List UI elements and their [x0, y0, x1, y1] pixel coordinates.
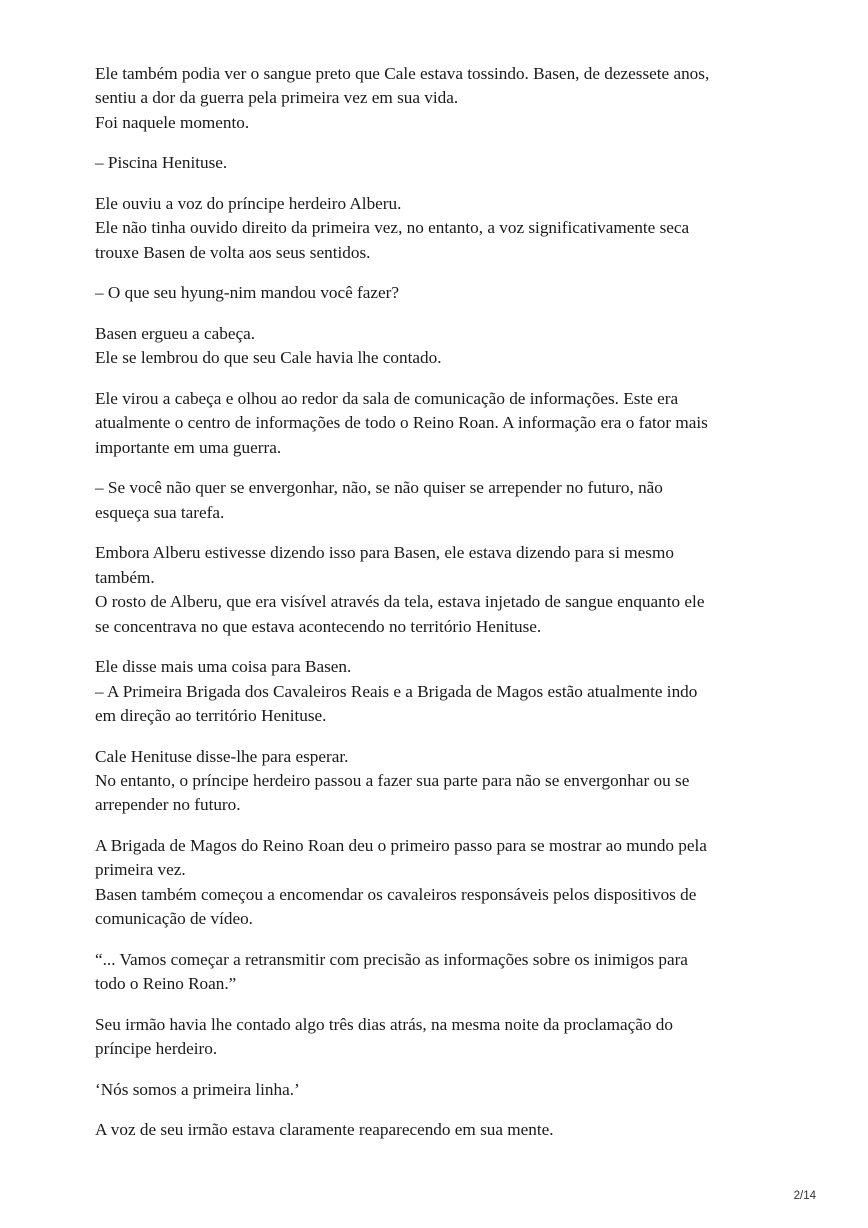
- text-line: em direção ao território Henituse.: [95, 706, 327, 726]
- paragraph-14: [95, 1078, 795, 1102]
- text-line: “... Vamos começar a retransmitir com precisão as informações sobre os inimigos para: [95, 949, 688, 969]
- paragraph-15: [95, 1118, 795, 1142]
- text-line: Ele se lembrou do que seu Cale havia lhe contado.: [95, 348, 442, 368]
- text-line: arrepender no futuro.: [95, 795, 241, 815]
- text-line: A voz de seu irmão estava claramente reaparecendo em sua mente.: [95, 1120, 554, 1140]
- text-line: primeira vez.: [95, 860, 186, 880]
- text-line: príncipe herdeiro.: [95, 1039, 218, 1059]
- text-line: – O que seu hyung-nim mandou você fazer?: [95, 283, 400, 303]
- text-line: – Piscina Henituse.: [95, 153, 228, 173]
- text-line: Basen também começou a encomendar os cavaleiros responsáveis pelos dispositivos de: [95, 884, 697, 904]
- document-body: [95, 62, 795, 1159]
- text-line: também.: [95, 567, 155, 587]
- text-line: Ele não tinha ouvido direito da primeira vez, no entanto, a voz significativamente seca: [95, 218, 690, 238]
- text-line: Ele virou a cabeça e olhou ao redor da sala de comunicação de informações. Este era: [95, 389, 679, 408]
- paragraph-6: [95, 387, 795, 460]
- text-line: Basen ergueu a cabeça.: [95, 324, 256, 343]
- text-line: Seu irmão havia lhe contado algo três dias atrás, na mesma noite da proclamação do: [95, 1014, 673, 1034]
- text-line: Ele disse mais uma coisa para Basen.: [95, 657, 352, 677]
- paragraph-13: [95, 1013, 795, 1062]
- text-line: Cale Henituse disse-lhe para esperar.: [95, 746, 349, 766]
- text-line: – Se você não quer se envergonhar, não, se não quiser se arrepender no futuro, não: [95, 478, 663, 498]
- text-line: No entanto, o príncipe herdeiro passou a fazer sua parte para não se envergonhar ou se: [95, 771, 690, 791]
- text-line: atualmente o centro de informações de todo o Reino Roan. A informação era o fator mais: [95, 413, 708, 433]
- paragraph-11: [95, 834, 795, 932]
- paragraph-4: [95, 281, 795, 305]
- paragraph-10: [95, 745, 795, 818]
- paragraph-12: [95, 948, 795, 997]
- text-line: sentiu a dor da guerra pela primeira vez em sua vida.: [95, 88, 459, 108]
- text-line: Foi naquele momento.: [95, 112, 250, 132]
- text-line: A Brigada de Magos do Reino Roan deu o primeiro passo para se mostrar ao mundo pela: [95, 836, 707, 856]
- text-line: Ele ouviu a voz do príncipe herdeiro Alberu.: [95, 194, 402, 213]
- paragraph-3: [95, 192, 795, 265]
- text-line: comunicação de vídeo.: [95, 909, 253, 929]
- paragraph-8: [95, 541, 795, 639]
- page-number: 2/14: [793, 1190, 816, 1202]
- paragraph-7: [95, 476, 795, 525]
- paragraph-1: [95, 62, 795, 135]
- text-line: ‘Nós somos a primeira linha.’: [95, 1079, 300, 1099]
- text-line: importante em uma guerra.: [95, 437, 282, 457]
- text-line: esqueça sua tarefa.: [95, 502, 225, 522]
- paragraph-9: [95, 655, 795, 728]
- text-line: Embora Alberu estivesse dizendo isso para Basen, ele estava dizendo para si mesmo: [95, 543, 674, 563]
- text-line: Ele também podia ver o sangue preto que Cale estava tossindo. Basen, de dezessete anos,: [95, 64, 710, 83]
- text-line: se concentrava no que estava acontecendo no território Henituse.: [95, 616, 542, 636]
- text-line: O rosto de Alberu, que era visível através da tela, estava injetado de sangue enquanto ele: [95, 592, 705, 612]
- text-line: trouxe Basen de volta aos seus sentidos.: [95, 242, 371, 262]
- text-line: – A Primeira Brigada dos Cavaleiros Reais e a Brigada de Magos estão atualmente indo: [95, 681, 698, 701]
- text-line: todo o Reino Roan.”: [95, 974, 237, 994]
- paragraph-5: [95, 322, 795, 371]
- paragraph-2: [95, 151, 795, 175]
